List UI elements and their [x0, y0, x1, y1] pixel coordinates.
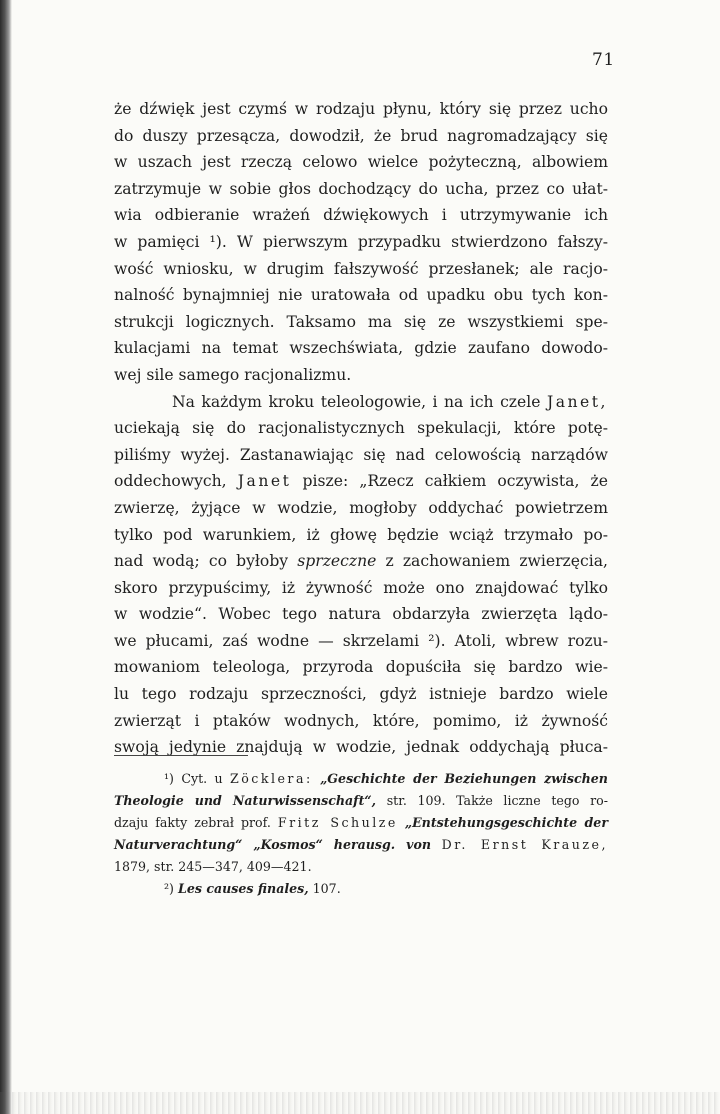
footnote-ref-1: ¹). — [209, 232, 227, 251]
text-line: oddechowych, Janet pisze: „Rzecz całkiem oczywista, że — [114, 472, 608, 491]
text-line: nalność bynajmniej nie uratowała od upadku obu tych kon- — [114, 286, 608, 305]
author-name: Zöcklera: — [229, 771, 313, 786]
footnote-line: 1879, str. 245—347, 409—421. — [114, 859, 312, 874]
footnote-ref-2: ²). — [428, 631, 446, 650]
text-line: w uszach jest rzeczą celowo wielce pożyteczną, albowiem — [114, 153, 608, 172]
text-line: strukcji logicznych. Taksamo ma się ze wszystkiemi spe- — [114, 312, 608, 331]
text-line: nad wodą; co byłoby sprzeczne z zachowaniem zwierzęcia, — [114, 552, 608, 571]
author-name: Fritz Schulze — [277, 815, 398, 830]
text-line: swoją jedynie znajdują w wodzie, jednak oddychają płuca- — [114, 738, 608, 757]
text-line: wej sile samego racjonalizmu. — [114, 365, 352, 384]
text-line: w wodzie“. Wobec tego natura obdarzyła zwierzęta lądo- — [114, 605, 608, 624]
text-line: do duszy przesącza, dowodził, że brud nagromadzający się — [114, 126, 608, 145]
book-spine-shadow — [0, 0, 12, 1114]
text-line: w pamięci ¹). W pierwszym przypadku stwierdzono fałszy- — [114, 232, 608, 251]
text-line: skoro przypuścimy, iż żywność może ono znajdować tylko — [114, 578, 608, 597]
emphasis-word: sprzeczne — [297, 552, 377, 571]
text-line: we płucami, zaś wodne — skrzelami ²). Atoli, wbrew rozu- — [114, 631, 608, 650]
text-line: wość wniosku, w drugim fałszywość przesłanek; ale racjo- — [114, 259, 608, 278]
text-line: lu tego rodzaju sprzeczności, gdyż istnieje bardzo wiele — [114, 685, 608, 704]
text-line: uciekają się do racjonalistycznych spekulacji, które potę- — [114, 419, 608, 438]
text-line: zwierzę, żyjące w wodzie, mogłoby oddychać powietrzem — [114, 498, 608, 517]
text-line: kulacjami na temat wszechświata, gdzie zaufano dowodo- — [114, 339, 608, 358]
footnote-divider — [114, 755, 248, 756]
scan-edge-noise — [0, 1092, 720, 1114]
text-line: tylko pod warunkiem, iż głowę będzie wciąż trzymało po- — [114, 525, 608, 544]
author-name: Janet, — [546, 392, 608, 411]
footnote-line: Naturverachtung“ „Kosmos“ herausg. von Dr. Ernst Krauze, — [114, 837, 608, 852]
text-line: zatrzymuje w sobie głos dochodzący do ucha, przez co ułat- — [114, 179, 608, 198]
text-line: że dźwięk jest czymś w rodzaju płynu, który się przez ucho — [114, 100, 608, 118]
page-number: 71 — [592, 50, 615, 70]
footnote-1: ¹) Cyt. u Zöcklera: „Geschichte der Beziehungen zwischen — [164, 771, 608, 786]
author-name: Janet — [237, 472, 292, 491]
author-name: Dr. Ernst Krauze, — [441, 837, 608, 852]
text-line: wia odbieranie wrażeń dźwiękowych i utrzymywanie ich — [114, 206, 608, 225]
text-line: mowaniom teleologa, przyroda dopuściła się bardzo wie- — [114, 658, 608, 677]
text-line: zwierząt i ptaków wodnych, które, pomimo, iż żywność — [114, 711, 608, 730]
footnote-line: Theologie und Naturwissenschaft“, str. 109. Także liczne tego ro- — [114, 793, 608, 808]
text-line: piliśmy wyżej. Zastanawiając się nad celowością narządów — [114, 445, 608, 464]
footnotes — [114, 768, 608, 900]
footnote-line: dzaju fakty zebrał prof. Fritz Schulze „Entstehungsgeschichte der — [114, 815, 608, 830]
text-line: Na każdym kroku teleologowie, i na ich czele Janet, — [172, 392, 608, 411]
body-text — [114, 96, 608, 761]
footnote-2: ²) Les causes finales, 107. — [164, 881, 341, 896]
